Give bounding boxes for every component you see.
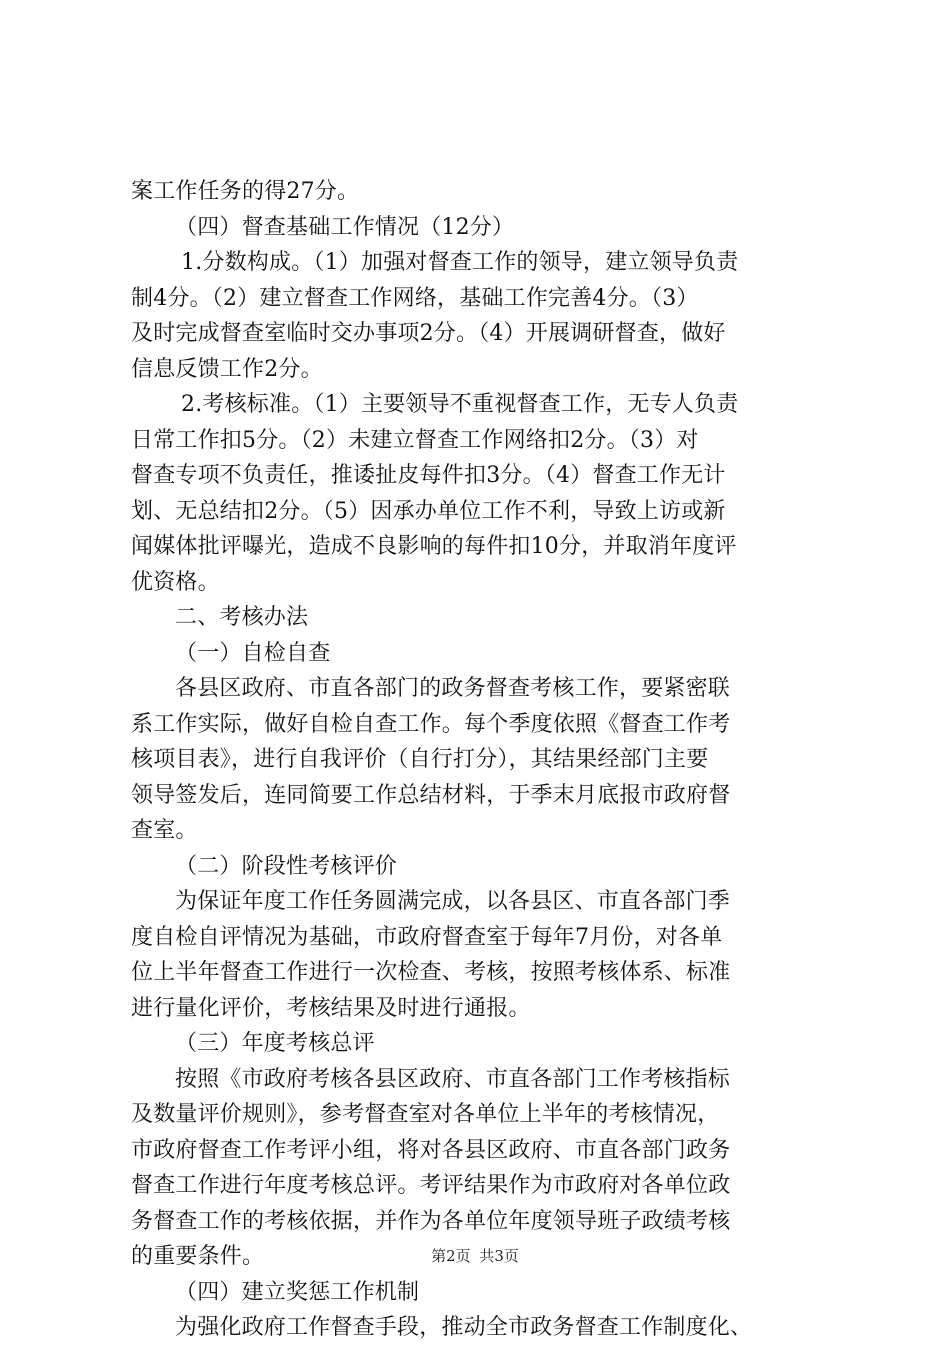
text-line: 的重要条件。 xyxy=(131,1244,265,1269)
text-line: 务督查工作的考核依据，并作为各单位年度领导班子政绩考核 xyxy=(131,1208,731,1234)
text-line: 二、考核办法 xyxy=(175,605,309,630)
text-line: 为强化政府工作督查手段，推动全市政务督查工作制度化、 xyxy=(175,1315,753,1340)
page-number: 第2页 xyxy=(431,1247,471,1265)
text-line: 按照《市政府考核各县区政府、市直各部门工作考核指标 xyxy=(175,1066,731,1092)
text-line: （四）建立奖惩工作机制 xyxy=(175,1279,420,1305)
text-line: 度自检自评情况为基础，市政府督查室于每年7月份，对各单 xyxy=(131,924,723,950)
text-line: 督查专项不负责任，推诿扯皮每件扣3分。（4）督查工作无计 xyxy=(131,463,726,488)
text-line: 领导签发后，连同简要工作总结材料，于季末月底报市政府督 xyxy=(131,782,731,808)
text-line: 1.分数构成。（1）加强对督查工作的领导，建立领导负责 xyxy=(181,250,739,275)
text-line: 优资格。 xyxy=(131,569,220,595)
text-line: （三）年度考核总评 xyxy=(175,1031,375,1056)
text-line: 及时完成督查室临时交办事项2分。（4）开展调研督查，做好 xyxy=(131,321,726,346)
text-line: 为保证年度工作任务圆满完成，以各县区、市直各部门季 xyxy=(175,889,731,914)
text-line: 闻媒体批评曝光，造成不良影响的每件扣10分，并取消年度评 xyxy=(131,534,737,559)
text-line: （四）督查基础工作情况（12分） xyxy=(175,214,515,240)
text-line: 制4分。（2）建立督查工作网络，基础工作完善4分。（3） xyxy=(131,285,699,311)
text-line: 案工作任务的得27分。 xyxy=(131,179,360,204)
text-line: 各县区政府、市直各部门的政务督查考核工作，要紧密联 xyxy=(175,676,731,701)
text-line: 督查工作进行年度考核总评。考评结果作为市政府对各单位政 xyxy=(131,1173,731,1198)
text-line: 查室。 xyxy=(131,818,198,843)
text-line: （二）阶段性考核评价 xyxy=(175,853,398,879)
text-line: 日常工作扣5分。（2）未建立督查工作网络扣2分。（3）对 xyxy=(131,427,699,453)
text-line: 位上半年督查工作进行一次检查、考核，按照考核体系、标准 xyxy=(131,960,731,985)
text-line: 市政府督查工作考评小组，将对各县区政府、市直各部门政务 xyxy=(131,1137,731,1163)
text-line: 信息反馈工作2分。 xyxy=(131,356,323,382)
text-line: 及数量评价规则》，参考督查室对各单位上半年的考核情况， xyxy=(131,1102,720,1127)
document-body xyxy=(131,174,843,1346)
text-line: 进行量化评价，考核结果及时进行通报。 xyxy=(131,995,531,1021)
page-total: 共3页 xyxy=(479,1247,519,1265)
text-line: 2.考核标准。（1）主要领导不重视督查工作，无专人负责 xyxy=(181,392,739,417)
text-line: 核项目表》，进行自我评价（自行打分），其结果经部门主要 xyxy=(131,747,709,772)
page-footer xyxy=(0,1246,950,1266)
text-line: 划、无总结扣2分。（5）因承办单位工作不利，导致上访或新 xyxy=(131,498,726,524)
text-line: 系工作实际，做好自检自查工作。每个季度依照《督查工作考 xyxy=(131,711,731,737)
text-line: （一）自检自查 xyxy=(175,640,331,666)
